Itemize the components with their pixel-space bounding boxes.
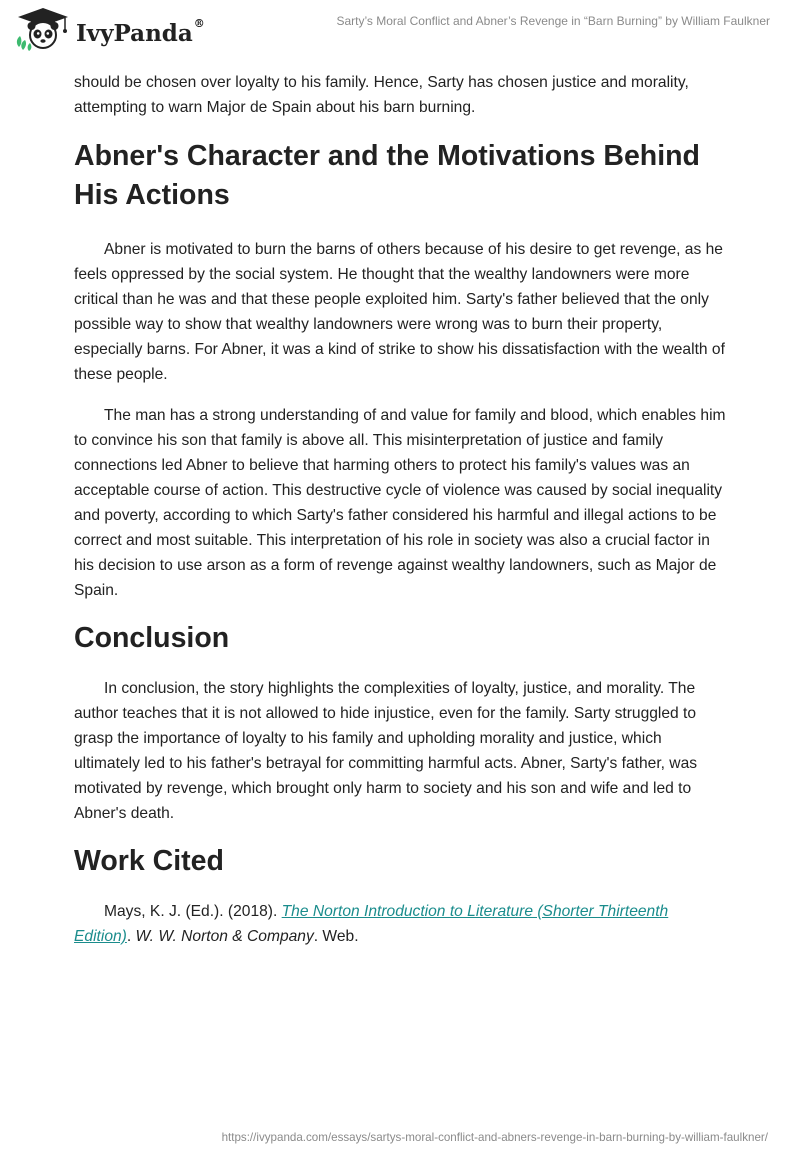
- citation-publisher: W. W. Norton & Company: [135, 928, 314, 945]
- intro-paragraph: should be chosen over loyalty to his family. Hence, Sarty has chosen justice and morality, attempting to warn Major de Spain about his barn burning.: [74, 74, 689, 116]
- document-title: Sarty’s Moral Conflict and Abner’s Revenge in “Barn Burning” by William Faulkner: [336, 14, 770, 28]
- ivypanda-logo[interactable]: [14, 6, 214, 56]
- page-header: [0, 0, 800, 60]
- section-heading-conclusion: Conclusion: [74, 622, 230, 654]
- section-heading-abner: Abner's Character and the Motivations Behind His Actions: [74, 140, 700, 211]
- paragraph-abner-family: The man has a strong understanding of and value for family and blood, which enables him to convince his son that family is above all. This misinterpretation of justice and family connections led Abner to believe that harming others to protect his family's values was an acceptable course of action. This destructive cycle of violence was caused by social inequality and poverty, according to which Sarty's father considered his harmful and illegal actions to be correct and most suitable. This interpretation of his role in society was also a crucial factor in his decision to use arson as a form of revenge against wealthy landowners, such as Major de Spain.: [74, 407, 726, 599]
- paragraph-conclusion: In conclusion, the story highlights the complexities of loyalty, justice, and morality. The author teaches that it is not allowed to hide injustice, even for the family. Sarty struggled to grasp the importance of loyalty to his family and upholding morality and justice, which ultimately led to his father's betrayal for committing harmful acts. Abner, Sarty's father, was motivated by revenge, which brought only harm to society and his son and wife and led to Abner's death.: [74, 680, 698, 822]
- footer-url[interactable]: https://ivypanda.com/essays/sartys-moral-conflict-and-abners-revenge-in-barn-burning-by-william-faulkner/: [221, 1131, 768, 1144]
- section-heading-work-cited: Work Cited: [74, 845, 224, 877]
- registered-mark: ®: [193, 17, 205, 30]
- logo-wordmark: IvyPanda®: [76, 17, 205, 47]
- paragraph-abner-motivation: Abner is motivated to burn the barns of others because of his desire to get revenge, as he feels oppressed by the social system. He thought that the wealthy landowners were more critical than he was and that these people exploited him. Sarty's father believed that the only possible way to show that wealthy landowners were wrong was to burn their property, especially barns. For Abner, it was a kind of strike to show his dissatisfaction with the wealth of these people.: [74, 241, 725, 383]
- citation-separator: .: [126, 928, 136, 945]
- citation-author-year: Mays, K. J. (Ed.). (2018).: [104, 903, 282, 920]
- panda-graduation-icon: [14, 6, 72, 52]
- citation-tail: . Web.: [313, 928, 359, 945]
- essay-body: [74, 70, 728, 965]
- citation-entry: [74, 899, 728, 949]
- citation-title-link[interactable]: The Norton Introduction to Literature (Shorter Thirteenth Edition): [74, 903, 669, 945]
